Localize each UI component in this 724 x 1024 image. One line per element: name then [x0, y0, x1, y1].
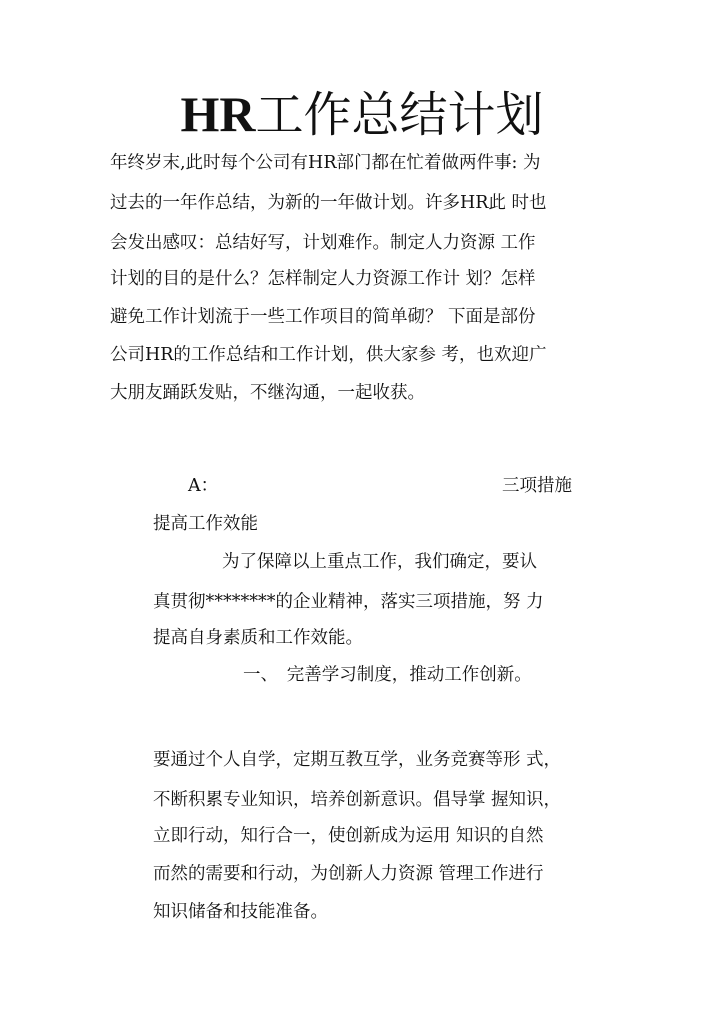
- intro-line-1: 年终岁末,此时每个公司有HR部门都在忙着做两件事: 为: [110, 153, 541, 173]
- para2-line-3: 立即行动，知行合一，使创新成为运用 知识的自然: [153, 826, 544, 846]
- para2-line-5: 知识储备和技能准备。: [153, 902, 328, 922]
- para2-line-1: 要通过个人自学，定期互教互学，业务竞赛等形 式，: [153, 750, 562, 770]
- intro-line-7: 大朋友踊跃发贴，不继沟通，一起收获。: [110, 383, 425, 403]
- para1-line-3: 提高自身素质和工作效能。: [153, 628, 363, 648]
- section-a-label: A：: [188, 476, 219, 496]
- section-a-subheading: 提高工作效能: [153, 514, 258, 534]
- intro-line-5: 避免工作计划流于一些工作项目的简单砌？ 下面是部份: [110, 307, 536, 327]
- point-1-heading: 一、 完善学习制度，推动工作创新。: [243, 665, 532, 685]
- para2-line-2: 不断积累专业知识，培养创新意识。倡导掌 握知识，: [153, 790, 562, 810]
- intro-line-3: 会发出感叹：总结好写，计划难作。制定人力资源 工作: [110, 233, 536, 253]
- document-title: [0, 82, 724, 147]
- para1-line-2: 真贯彻********的企业精神，落实三项措施，努 力: [153, 592, 544, 612]
- intro-line-4: 计划的目的是什么？怎样制定人力资源工作计 划？怎样: [110, 269, 536, 289]
- intro-line-2: 过去的一年作总结，为新的一年做计划。许多HR此 时也: [110, 193, 547, 213]
- para1-line-1: 为了保障以上重点工作，我们确定，要认: [222, 552, 537, 572]
- para2-line-4: 而然的需要和行动，为创新人力资源 管理工作进行: [153, 864, 544, 884]
- title-main: 工作总结计划: [255, 87, 544, 143]
- intro-line-6: 公司HR的工作总结和工作计划，供大家参 考，也欢迎广: [110, 345, 547, 365]
- section-a-heading: 三项措施: [502, 476, 572, 496]
- title-prefix: HR: [180, 86, 256, 142]
